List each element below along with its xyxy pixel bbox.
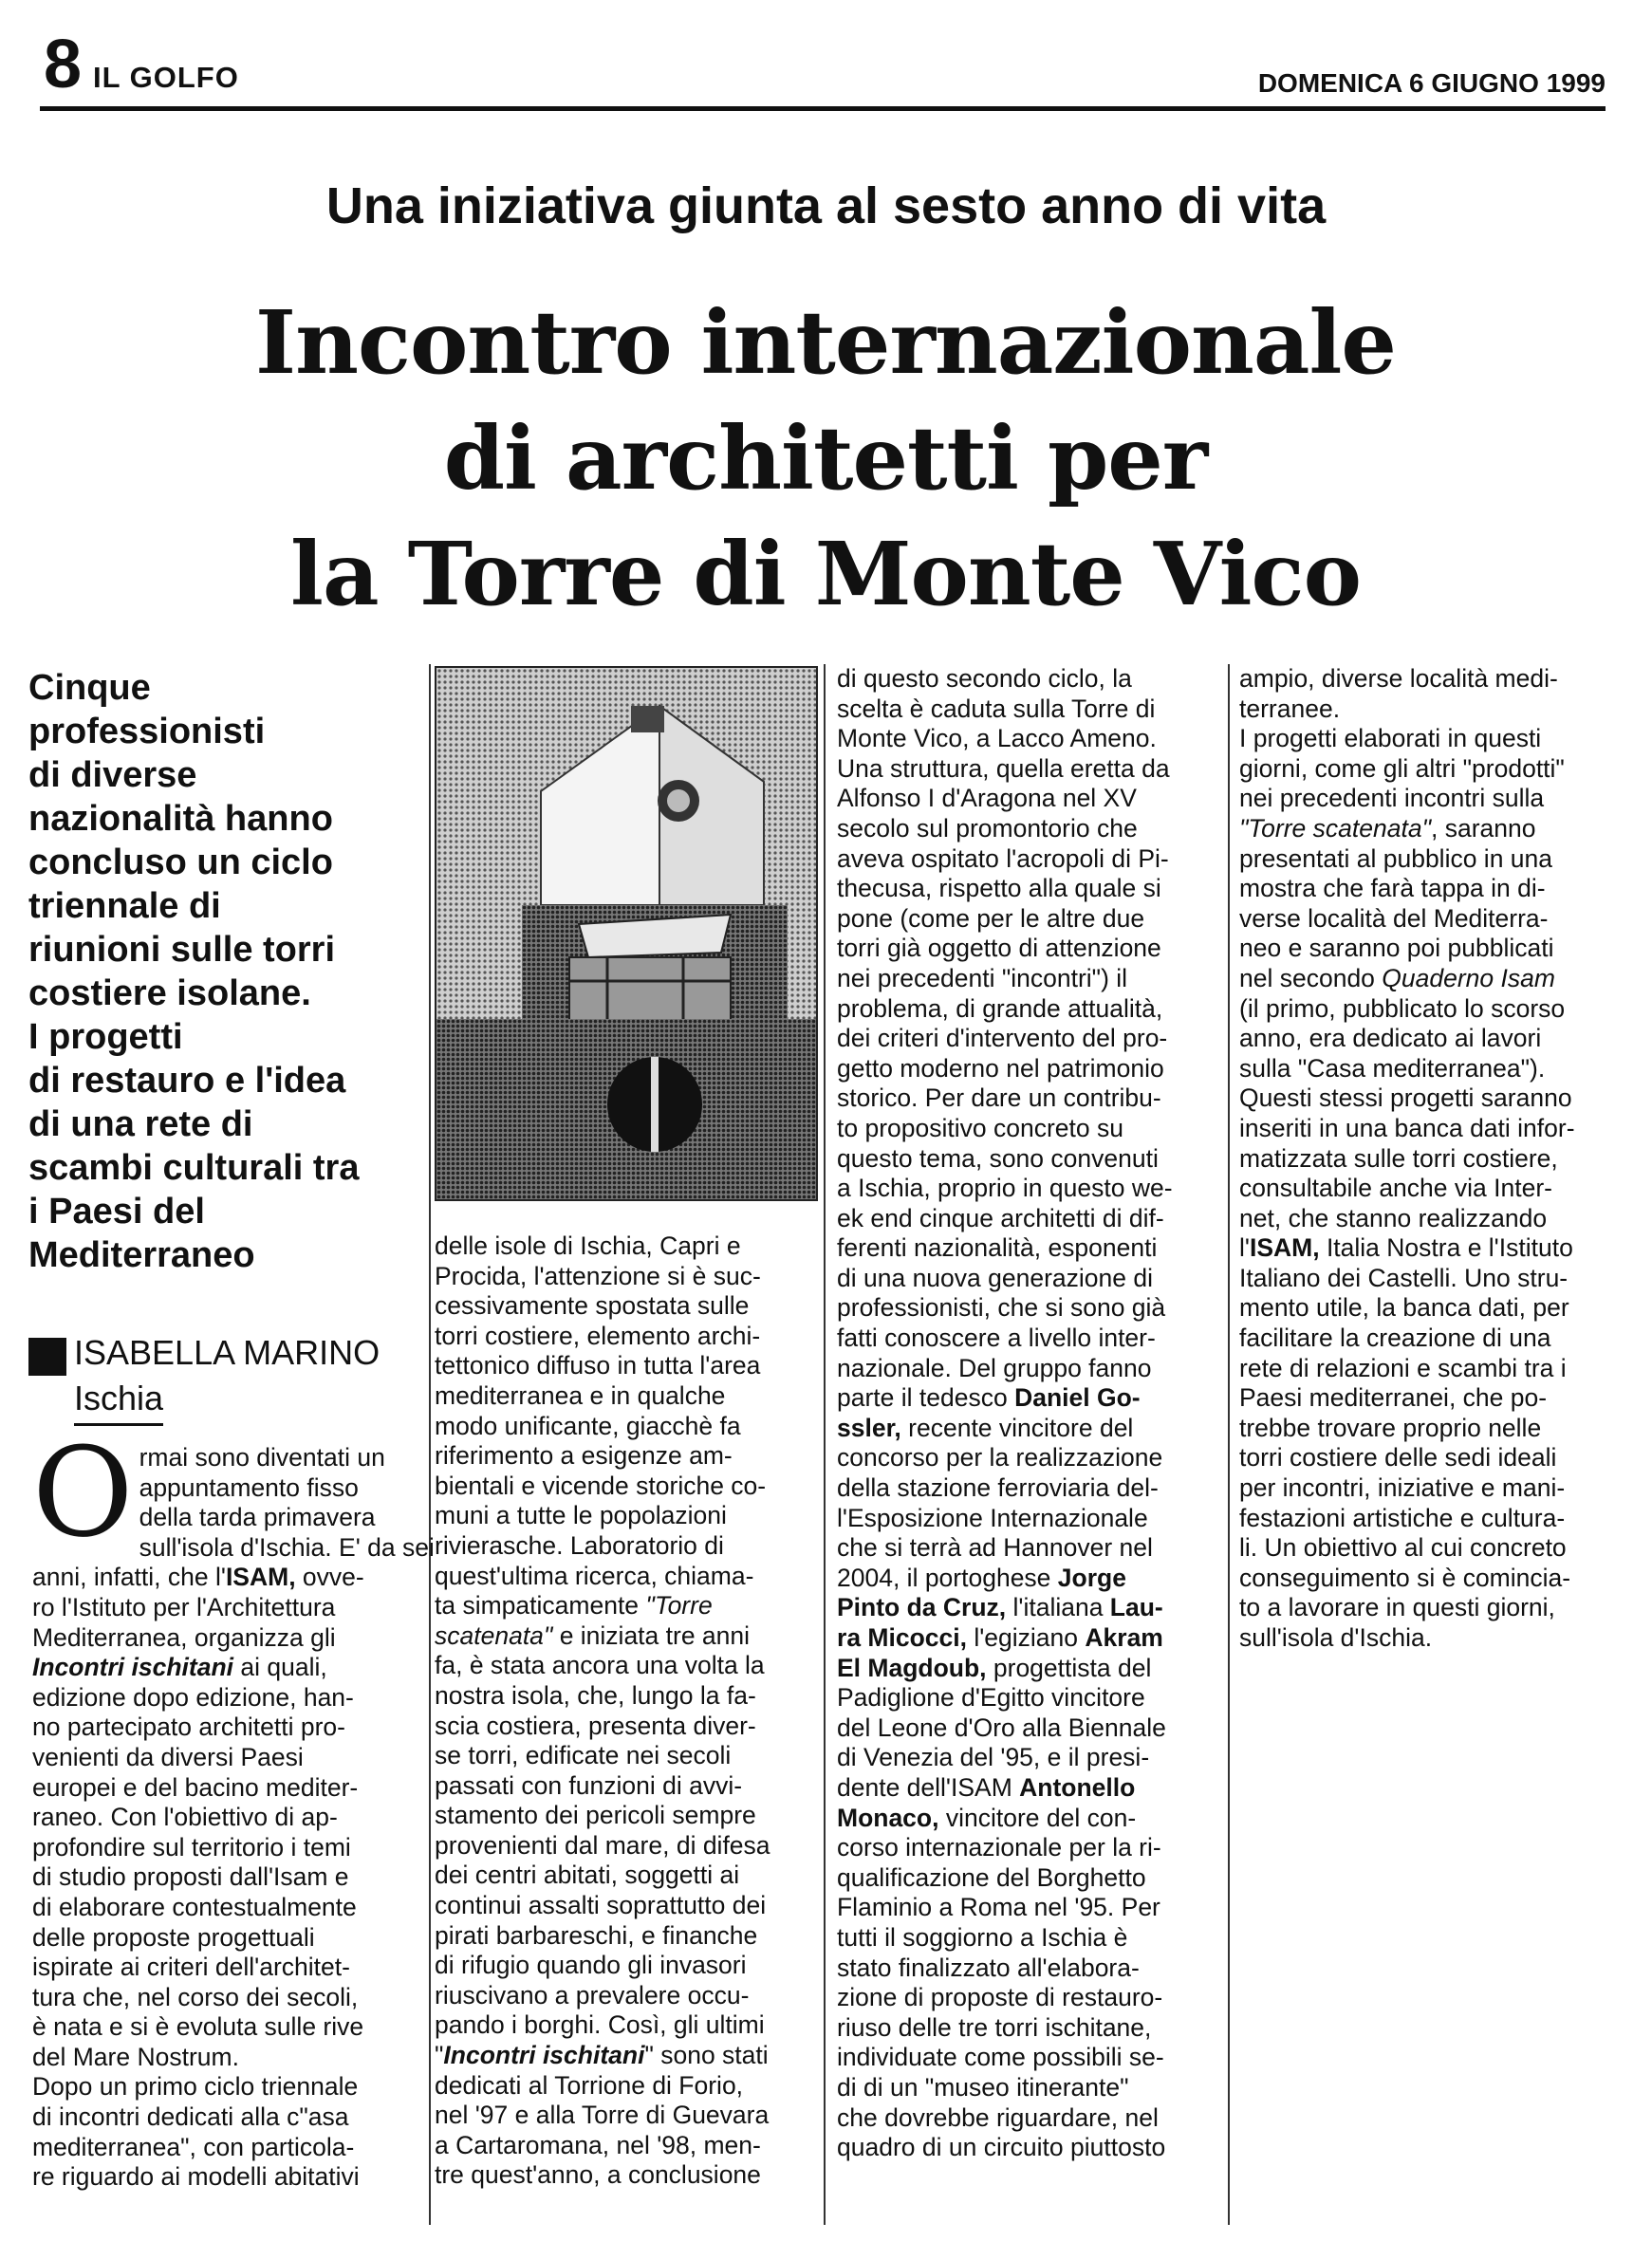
- text-line: verse località del Mediterra-: [1239, 903, 1549, 933]
- deck-line: scambi culturali tra: [28, 1148, 360, 1188]
- text-line: terranee.: [1239, 694, 1341, 723]
- text-line: anni, infatti, che l'ISAM, ovve-: [32, 1563, 364, 1592]
- text-line: sull'isola d'Ischia.: [1239, 1623, 1433, 1652]
- text-line: tre quest'anno, a conclusione: [435, 2160, 761, 2190]
- text-line: professionisti, che si sono già: [837, 1293, 1166, 1323]
- text-line: qualificazione del Borghetto: [837, 1862, 1146, 1892]
- text-line: fa, è stata ancora una volta la: [435, 1651, 765, 1680]
- text-line: stato finalizzato all'elabora-: [837, 1953, 1140, 1982]
- text-line: modo unificante, giacchè fa: [435, 1411, 741, 1440]
- text-line: festazioni artistiche e cultura-: [1239, 1503, 1566, 1532]
- masthead: [40, 25, 1606, 110]
- text-line: ssler, recente vincitore del: [837, 1413, 1134, 1442]
- text-line: scia costiera, presenta diver-: [435, 1711, 756, 1740]
- text-line: zione di proposte di restauro-: [837, 1983, 1163, 2012]
- text-line: I progetti elaborati in questi: [1239, 724, 1542, 753]
- text-line: scatenata" e iniziata tre anni: [435, 1621, 751, 1650]
- text-line: di Venezia del '95, e il presi-: [837, 1743, 1150, 1772]
- text-line: Italiano dei Castelli. Uno stru-: [1239, 1263, 1568, 1292]
- text-line: mento utile, la banca dati, per: [1239, 1293, 1569, 1323]
- text-line: dei centri abitati, soggetti ai: [435, 1861, 740, 1890]
- deck-line: di diverse: [28, 755, 197, 795]
- text-line: inseriti in una banca dati infor-: [1239, 1113, 1575, 1142]
- deck-line: Mediterraneo: [28, 1235, 255, 1275]
- text-line: nostra isola, che, lungo la fa-: [435, 1680, 756, 1710]
- text-line: della tarda primavera: [139, 1503, 376, 1532]
- text-line: dedicati al Torrione di Forio,: [435, 2070, 744, 2100]
- text-line: torri costiere, elemento archi-: [435, 1321, 761, 1350]
- text-line: venienti da diversi Paesi: [32, 1742, 304, 1771]
- deck-line: riunioni sulle torri: [28, 930, 336, 970]
- text-line: Dopo un primo ciclo triennale: [32, 2072, 359, 2102]
- text-line: di studio proposti dall'Isam e: [32, 1862, 349, 1892]
- text-line: nei precedenti incontri sulla: [1239, 784, 1545, 813]
- article-headline: [57, 285, 1594, 632]
- text-line: secolo sul promontorio che: [837, 813, 1138, 843]
- headline-line: la Torre di Monte Vico: [290, 523, 1361, 625]
- text-line: Incontri ischitani ai quali,: [32, 1653, 327, 1682]
- text-line: fatti conoscere a livello inter-: [837, 1324, 1156, 1353]
- text-line: dei criteri d'intervento del pro-: [837, 1024, 1168, 1053]
- text-line: trebbe trovare proprio nelle: [1239, 1413, 1542, 1442]
- deck-line: professionisti: [28, 712, 266, 751]
- page-number: 8: [44, 27, 83, 102]
- text-line: pone (come per le altre due: [837, 903, 1145, 933]
- text-line: bientali e vicende storiche co-: [435, 1471, 767, 1500]
- text-line: rete di relazioni e scambi tra i: [1239, 1353, 1567, 1382]
- text-line: re riguardo ai modelli abitativi: [32, 2162, 360, 2192]
- text-line: facilitare la creazione di una: [1239, 1324, 1551, 1353]
- text-line: del Mare Nostrum.: [32, 2042, 239, 2071]
- text-line: tura che, nel corso dei secoli,: [32, 1982, 359, 2011]
- text-line: mediterranea", con particola-: [32, 2132, 355, 2161]
- text-line: presentati al pubblico in una: [1239, 843, 1553, 873]
- text-line: rivierasche. Laboratorio di: [435, 1530, 724, 1560]
- article-column-4: [1239, 664, 1624, 1654]
- deck-line: costiere isolane.: [28, 973, 311, 1013]
- text-line: di questo secondo ciclo, la: [837, 664, 1132, 693]
- column-divider: [1228, 664, 1230, 2225]
- text-line: rmai sono diventati un: [139, 1443, 385, 1472]
- text-line: riuscivano a prevalere occu-: [435, 1980, 750, 2009]
- text-line: profondire sul territorio i temi: [32, 1832, 351, 1861]
- text-line: concorso per la realizzazione: [837, 1443, 1163, 1472]
- text-line: Paesi mediterranei, che po-: [1239, 1383, 1548, 1413]
- deck-line: di restauro e l'idea: [28, 1061, 346, 1101]
- text-line: stamento dei pericoli sempre: [435, 1801, 756, 1830]
- text-line: mostra che farà tappa in di-: [1239, 874, 1546, 903]
- text-line: parte il tedesco Daniel Go-: [837, 1383, 1141, 1413]
- text-line: no partecipato architetti pro-: [32, 1713, 345, 1742]
- byline-place: Ischia: [74, 1376, 163, 1426]
- text-line: giorni, come gli altri "prodotti": [1239, 753, 1565, 783]
- text-line: passati con funzioni di avvi-: [435, 1770, 743, 1800]
- text-line: se torri, edificate nei secoli: [435, 1741, 732, 1770]
- text-line: di rifugio quando gli invasori: [435, 1951, 747, 1980]
- text-line: è nata e si è evoluta sulle rive: [32, 2012, 364, 2042]
- text-line: questo tema, sono convenuti: [837, 1143, 1159, 1173]
- text-line: tutti il soggiorno a Ischia è: [837, 1922, 1128, 1952]
- text-line: appuntamento fisso: [139, 1472, 359, 1502]
- text-line: nei precedenti "incontri") il: [837, 963, 1128, 992]
- masthead-rule: [40, 106, 1606, 111]
- text-line: scelta è caduta sulla Torre di: [837, 694, 1156, 723]
- text-line: del Leone d'Oro alla Biennale: [837, 1713, 1166, 1742]
- text-line: di incontri dedicati alla c"asa: [32, 2102, 349, 2132]
- text-line: consultabile anche via Inter-: [1239, 1174, 1552, 1203]
- text-line: Monte Vico, a Lacco Ameno.: [837, 724, 1157, 753]
- text-line: to propositivo concreto su: [837, 1113, 1123, 1142]
- text-line: raneo. Con l'obiettivo di ap-: [32, 1803, 338, 1832]
- text-line: ispirate ai criteri dell'architet-: [32, 1953, 350, 1982]
- text-line: corso internazionale per la ri-: [837, 1833, 1161, 1862]
- text-line: conseguimento si è comincia-: [1239, 1563, 1571, 1592]
- text-line: per incontri, iniziative e mani-: [1239, 1473, 1566, 1503]
- text-line: Flaminio a Roma nel '95. Per: [837, 1893, 1160, 1922]
- byline-author: ISABELLA MARINO: [74, 1333, 381, 1372]
- text-line: pirati barbareschi, e finanche: [435, 1920, 758, 1950]
- article-column-2: [435, 1232, 814, 2191]
- text-line: pando i borghi. Così, gli ultimi: [435, 2010, 765, 2040]
- text-line: (il primo, pubblicato lo scorso: [1239, 993, 1566, 1023]
- headline-line: di architetti per: [443, 407, 1208, 509]
- text-line: 2004, il portoghese Jorge: [837, 1563, 1126, 1592]
- text-line: edizione dopo edizione, han-: [32, 1682, 354, 1712]
- text-line: tettonico diffuso in tutta l'area: [435, 1351, 761, 1380]
- deck-line: nazionalità hanno: [28, 799, 333, 839]
- text-line: ferenti nazionalità, esponenti: [837, 1233, 1158, 1263]
- deck-line: concluso un ciclo: [28, 843, 333, 882]
- text-line: Padiglione d'Egitto vincitore: [837, 1683, 1145, 1713]
- text-line: l'ISAM, Italia Nostra e l'Istituto: [1239, 1233, 1573, 1263]
- text-line: storico. Per dare un contribu-: [837, 1083, 1161, 1113]
- text-line: a Ischia, proprio in questo we-: [837, 1174, 1173, 1203]
- deck-line: di una rete di: [28, 1104, 253, 1144]
- tower-photo-icon: [436, 668, 816, 1199]
- article-column-1: [32, 1420, 435, 2193]
- text-line: "Torre scatenata", saranno: [1239, 813, 1536, 843]
- article-column-3: [837, 664, 1216, 2163]
- deck-line: triennale di: [28, 886, 221, 926]
- text-line: problema, di grande attualità,: [837, 993, 1163, 1023]
- text-line: nazionale. Del gruppo fanno: [837, 1353, 1152, 1382]
- text-line: a Cartaromana, nel '98, men-: [435, 2130, 761, 2159]
- text-line: Monaco, vincitore del con-: [837, 1803, 1137, 1832]
- article-deck: [28, 666, 427, 1277]
- article-kicker: Una iniziativa giunta al sesto anno di vita: [325, 177, 1327, 234]
- deck-line: i Paesi del: [28, 1192, 205, 1232]
- drop-cap: O: [32, 1420, 134, 1565]
- byline-marker: [28, 1338, 66, 1376]
- text-line: quest'ultima ricerca, chiama-: [435, 1561, 754, 1590]
- text-line: Procida, l'attenzione si è suc-: [435, 1261, 761, 1290]
- text-line: individuate come possibili se-: [837, 2043, 1164, 2072]
- text-line: ek end cinque architetti di dif-: [837, 1203, 1164, 1232]
- text-line: nel '97 e alla Torre di Guevara: [435, 2101, 770, 2130]
- text-line: thecusa, rispetto alla quale si: [837, 874, 1161, 903]
- text-line: nel secondo Quaderno Isam: [1239, 963, 1555, 992]
- text-line: dente dell'ISAM Antonello: [837, 1772, 1136, 1802]
- text-line: provenienti dal mare, di difesa: [435, 1830, 770, 1860]
- text-line: getto moderno nel patrimonio: [837, 1053, 1164, 1083]
- text-line: Questi stessi progetti saranno: [1239, 1083, 1572, 1113]
- text-line: net, che stanno realizzando: [1239, 1203, 1548, 1232]
- headline-line: Incontro internazionale: [255, 291, 1396, 394]
- text-line: cessivamente spostata sulle: [435, 1291, 750, 1321]
- column-divider: [824, 664, 826, 2225]
- text-line: delle isole di Ischia, Capri e: [435, 1232, 741, 1260]
- text-line: torri costiere delle sedi ideali: [1239, 1443, 1557, 1472]
- text-line: riferimento a esigenze am-: [435, 1441, 733, 1471]
- deck-line: I progetti: [28, 1017, 183, 1057]
- text-line: riuso delle tre torri ischitane,: [837, 2012, 1152, 2042]
- text-line: continui assalti soprattutto dei: [435, 1891, 767, 1920]
- text-line: ampio, diverse località medi-: [1239, 664, 1558, 693]
- text-line: europei e del bacino mediter-: [32, 1772, 359, 1802]
- text-line: torri già oggetto di attenzione: [837, 934, 1161, 963]
- text-line: l'Esposizione Internazionale: [837, 1503, 1148, 1532]
- text-line: to a lavorare in questi giorni,: [1239, 1593, 1555, 1622]
- text-line: muni a tutte le popolazioni: [435, 1501, 727, 1530]
- text-line: ra Micocci, l'egiziano Akram: [837, 1623, 1163, 1652]
- text-line: sull'isola d'Ischia. E' da sei: [139, 1532, 435, 1562]
- text-line: matizzata sulle torri costiere,: [1239, 1143, 1558, 1173]
- text-line: El Magdoub, progettista del: [837, 1653, 1152, 1682]
- text-line: li. Un obiettivo al cui concreto: [1239, 1533, 1567, 1563]
- text-line: anno, era dedicato ai lavori: [1239, 1024, 1542, 1053]
- text-line: Una struttura, quella eretta da: [837, 753, 1170, 783]
- tower-photo: [435, 666, 818, 1201]
- text-line: mediterranea e in qualche: [435, 1380, 726, 1410]
- text-line: ro l'Istituto per l'Architettura: [32, 1592, 336, 1621]
- column-divider: [429, 664, 431, 2225]
- text-line: Mediterranea, organizza gli: [32, 1622, 336, 1652]
- text-line: della stazione ferroviaria del-: [837, 1473, 1159, 1503]
- text-line: di elaborare contestualmente: [32, 1892, 357, 1921]
- text-line: che dovrebbe riguardare, nel: [837, 2102, 1159, 2132]
- text-line: ta simpaticamente "Torre: [435, 1591, 713, 1621]
- text-line: di di un "museo itinerante": [837, 2072, 1129, 2102]
- text-line: che si terrà ad Hannover nel: [837, 1533, 1153, 1563]
- deck-line: Cinque: [28, 668, 151, 708]
- text-line: Pinto da Cruz, l'italiana Lau-: [837, 1593, 1163, 1622]
- text-line: Alfonso I d'Aragona nel XV: [837, 784, 1137, 813]
- text-line: sulla "Casa mediterranea").: [1239, 1053, 1546, 1083]
- text-line: delle proposte progettuali: [32, 1922, 315, 1952]
- text-line: "Incontri ischitani" sono stati: [435, 2041, 769, 2070]
- text-line: di una nuova generazione di: [837, 1263, 1153, 1292]
- text-line: neo e saranno poi pubblicati: [1239, 934, 1554, 963]
- paper-name: IL GOLFO: [93, 61, 239, 94]
- issue-date: DOMENICA 6 GIUGNO 1999: [1257, 68, 1606, 98]
- text-line: quadro di un circuito piuttosto: [837, 2133, 1166, 2162]
- text-line: aveva ospitato l'acropoli di Pi-: [837, 843, 1169, 873]
